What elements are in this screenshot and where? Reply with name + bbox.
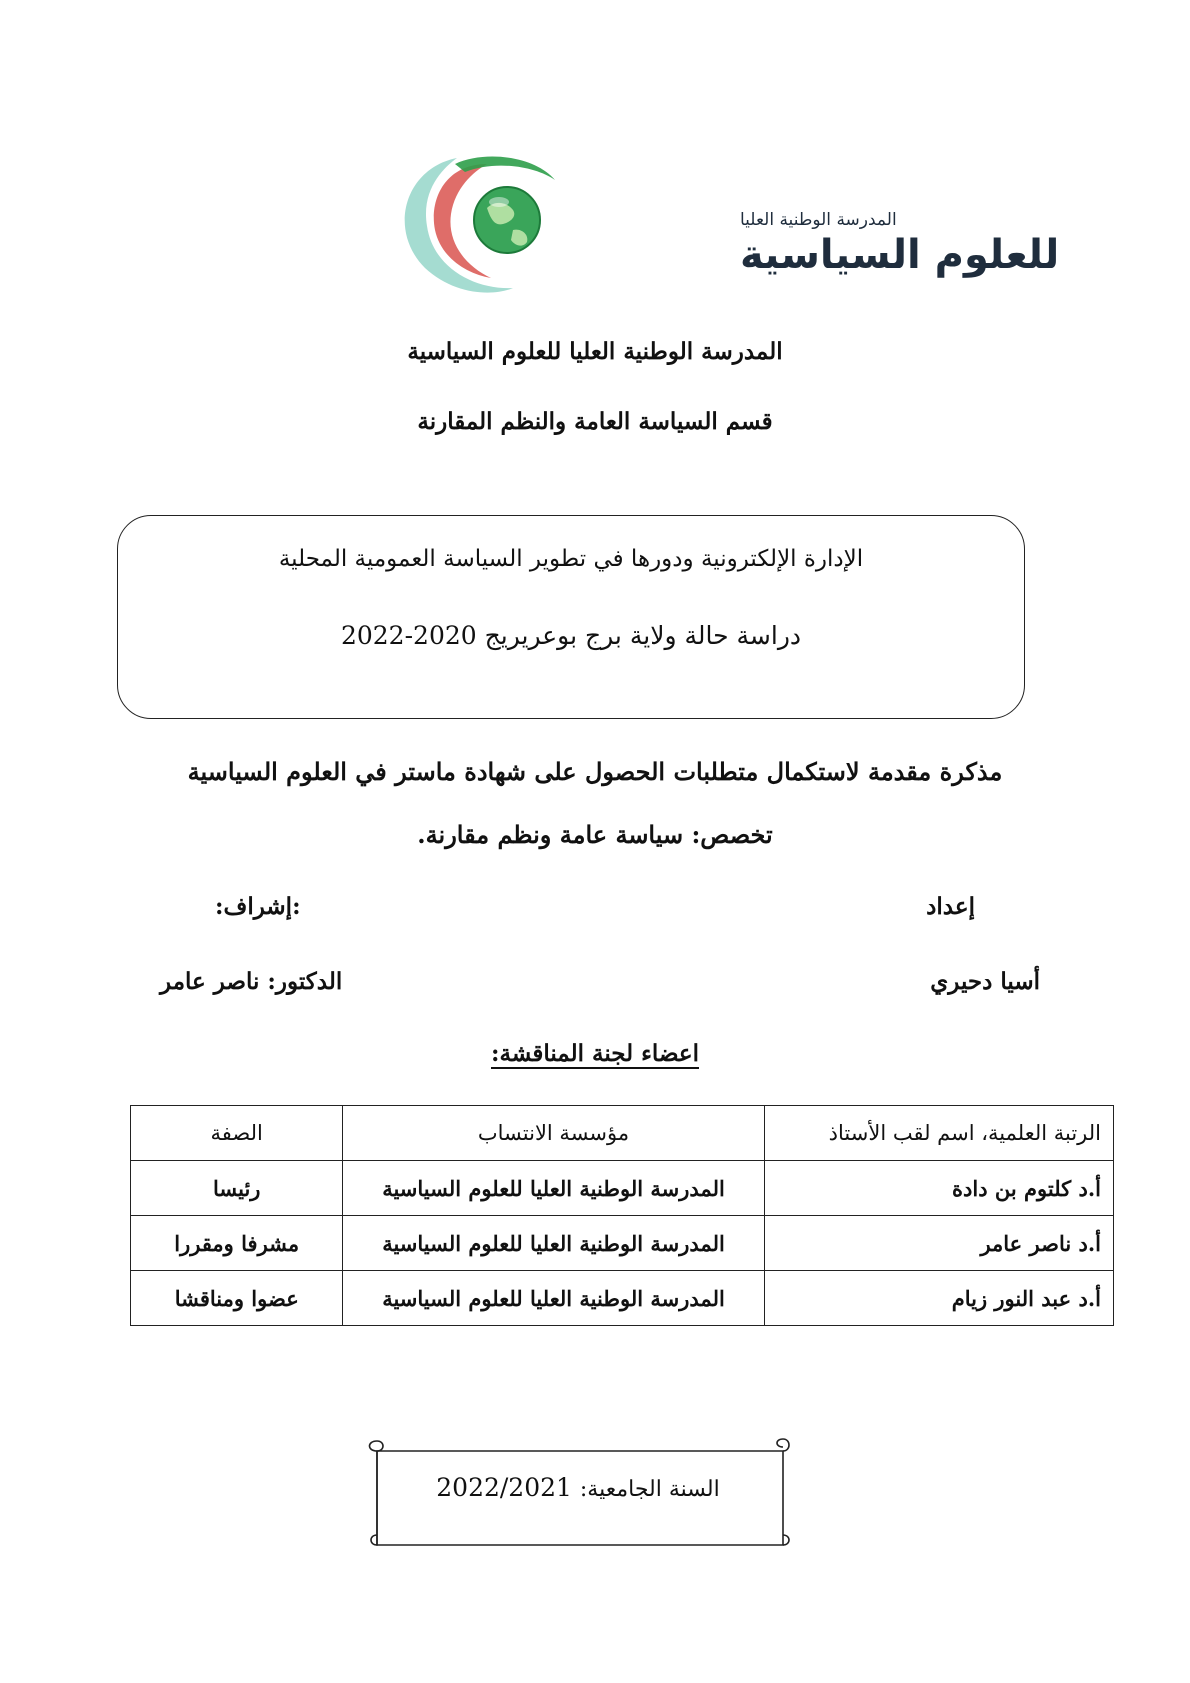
memo-specialty: تخصص: سياسة عامة ونظم مقارنة. [417,820,773,849]
header-institution: مؤسسة الانتساب [343,1106,764,1161]
memo-purpose: مذكرة مقدمة لاستكمال متطلبات الحصول على شهادة ماستر في العلوم السياسية [187,757,1003,786]
case-study-years: 2022-2020 [340,621,477,650]
member-institution: المدرسة الوطنية العليا للعلوم السياسية [343,1216,764,1271]
case-study-line [118,621,1024,650]
academic-year-scroll [363,1433,793,1548]
school-logo [395,150,1060,295]
case-study-label: دراسة حالة ولاية برج بوعريريج [484,621,802,650]
supervision-label: :إشراف: [215,893,301,920]
member-name: أ.د ناصر عامر [764,1216,1113,1271]
header-role: الصفة [131,1106,343,1161]
committee-table [130,1105,1114,1326]
committee-title [0,1040,1190,1067]
member-institution: المدرسة الوطنية العليا للعلوم السياسية [343,1161,764,1216]
school-name: المدرسة الوطنية العليا للعلوم السياسية [407,338,783,365]
department-name: قسم السياسة العامة والنظم المقارنة [417,408,773,435]
member-name: أ.د كلتوم بن دادة [764,1161,1113,1216]
logo-main-text: للعلوم السياسية [740,232,1060,278]
header-rank-name: الرتبة العلمية، اسم لقب الأستاذ [764,1106,1113,1161]
academic-year-value: 2022/2021 [436,1473,572,1502]
academic-year [383,1473,773,1502]
committee-title-text: اعضاء لجنة المناقشة: [491,1040,699,1067]
table-row [131,1271,1114,1326]
prepared-by-label: إعداد [926,893,975,920]
thesis-title: الإدارة الإلكترونية ودورها في تطوير السياسة العمومية المحلية [278,546,864,572]
logo-emblem-icon [395,150,1060,295]
member-role: رئيسا [131,1161,343,1216]
member-institution: المدرسة الوطنية العليا للعلوم السياسية [343,1271,764,1326]
supervisor-name: الدكتور: ناصر عامر [160,968,343,995]
member-role: عضوا ومناقشا [131,1271,343,1326]
thesis-title-box [117,515,1025,719]
logo-top-text: المدرسة الوطنية العليا [740,210,897,230]
academic-year-label: السنة الجامعية: [579,1477,720,1502]
table-header-row [131,1106,1114,1161]
member-role: مشرفا ومقررا [131,1216,343,1271]
table-row [131,1216,1114,1271]
member-name: أ.د عبد النور زيام [764,1271,1113,1326]
table-row [131,1161,1114,1216]
student-name: أسيا دحيري [930,968,1040,995]
